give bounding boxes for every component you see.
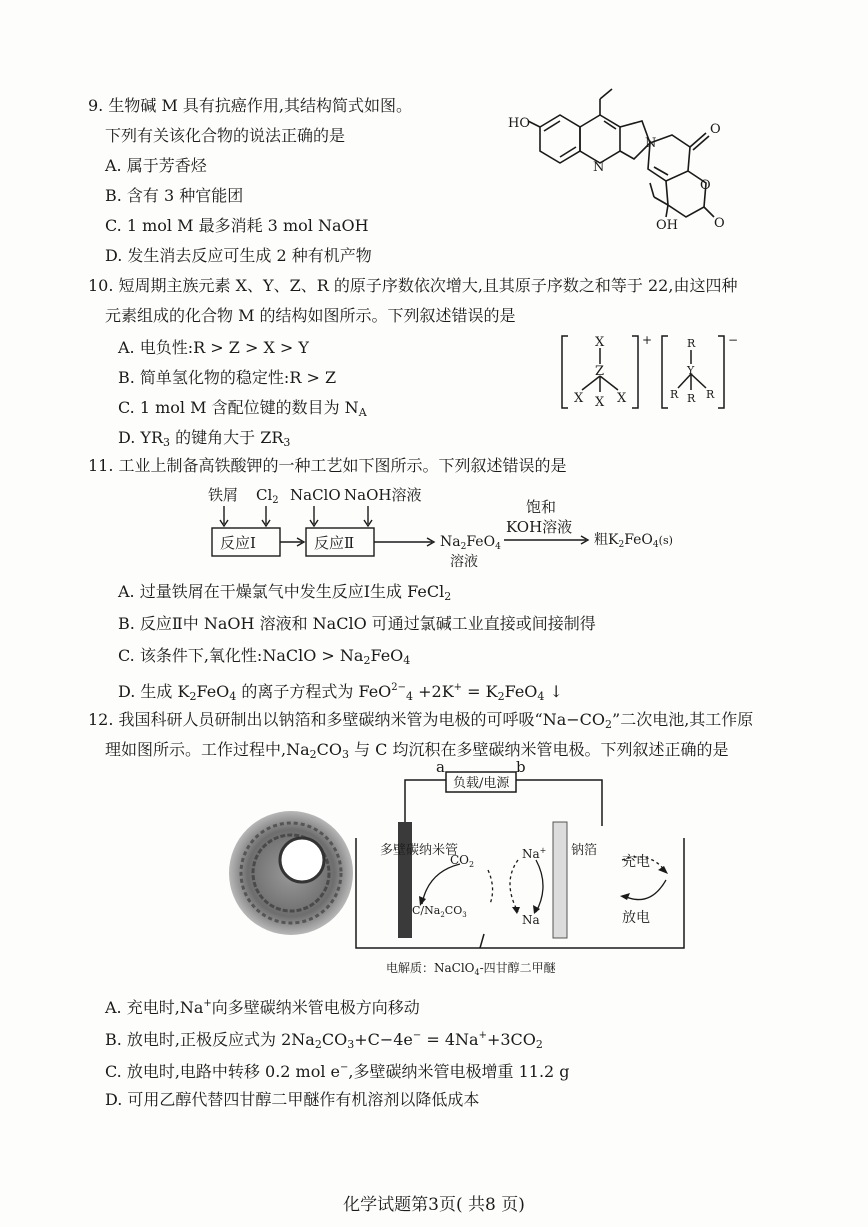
q12-electrolyte-label: 电解质：NaClO$_4$-四甘醇二甲醚	[386, 961, 556, 977]
q11-input-iron: 铁屑	[208, 486, 239, 504]
q9-prompt: 下列有关该化合物的说法正确的是	[105, 126, 346, 145]
q10-x-top: X	[595, 335, 605, 350]
q12-battery-diagram	[350, 758, 690, 982]
q9-option-a: A. 属于芳香烃	[105, 156, 207, 175]
q11-reaction-1: 反应Ⅰ	[220, 534, 256, 552]
q10-x-left: X	[574, 391, 584, 406]
q12-terminal-a: a	[436, 758, 445, 776]
q11-input-naclo: NaClO	[290, 486, 341, 504]
q9-label-o1: O	[710, 122, 721, 137]
q11-option-d: D. 生成 $K_2FeO_4$ 的离子方程式为 $FeO^{2-}_4 +2K^+ = K_2FeO_4$ ↓	[118, 682, 563, 703]
q9-label-n2: N	[645, 136, 657, 151]
q12-stem-line1: 12. 我国科研人员研制出以钠箔和多壁碳纳米管为电极的可呼吸“$Na-CO_2$”二次电池,其工作原	[88, 710, 754, 731]
q10-minus-charge: −	[728, 333, 739, 347]
q10-z-center: Z	[595, 364, 605, 379]
q11-input-naoh: NaOH溶液	[344, 486, 422, 504]
q10-r-right: R	[706, 388, 715, 401]
q9-molecule-structure	[500, 85, 740, 235]
q11-option-a: A. 过量铁屑在干燥氯气中发生反应Ⅰ生成 FeCl$_2$	[118, 582, 452, 603]
q10-y-center: Y	[687, 364, 695, 377]
q10-option-d: D. $YR_3$ 的键角大于 $ZR_3$	[118, 428, 291, 449]
q10-plus-charge: +	[642, 333, 653, 347]
q12-load-source: 负载/电源	[453, 776, 510, 791]
page-footer: 化学试题第3页( 共8 页)	[343, 1195, 525, 1215]
q12-na-label: Na	[522, 913, 540, 927]
q10-stem-line1: 10. 短周期主族元素 X、Y、Z、R 的原子序数依次增大,且其原子序数之和等于 22,由这四种	[88, 276, 738, 295]
q10-x-mid: X	[595, 395, 605, 410]
q12-option-c: C. 放电时,电路中转移 0.2 mol e−,多壁碳纳米管电极增重 11.2 g	[105, 1062, 570, 1081]
q10-r-left: R	[670, 388, 679, 401]
q12-discharge-label: 放电	[622, 910, 650, 926]
q10-r-mid: R	[687, 392, 696, 405]
q11-condition-top: 饱和	[526, 498, 557, 516]
q12-left-electrode-label: 多壁碳纳米管	[380, 843, 459, 858]
q12-sodium-electrode	[553, 822, 567, 938]
q11-reaction-2: 反应Ⅱ	[314, 534, 355, 552]
q12-cnt-electrode	[398, 822, 412, 938]
q10-r-top: R	[687, 337, 696, 350]
q12-option-a: A. 充电时,Na+向多壁碳纳米管电极方向移动	[105, 998, 420, 1017]
q12-charge-label: 充电	[622, 854, 650, 870]
q9-option-d: D. 发生消去反应可生成 2 种有机产物	[105, 246, 372, 265]
q9-label-n1: N	[593, 160, 605, 175]
q11-product-na2feo4: $Na_2FeO_4$	[440, 534, 501, 552]
q10-ion-structure	[560, 332, 750, 412]
q12-cnt-micrograph	[226, 808, 356, 938]
q10-option-a: A. 电负性:R > Z > X > Y	[118, 338, 309, 357]
q9-label-oh: OH	[656, 218, 678, 233]
q11-final-product: 粗$K_2FeO_4^{(s)}$	[594, 532, 673, 550]
q9-option-b: B. 含有 3 种官能团	[105, 186, 244, 205]
q12-na-ion-label: Na+	[522, 846, 547, 861]
q12-co2-label: $CO_2$	[450, 853, 475, 869]
q11-option-b: B. 反应Ⅱ中 NaOH 溶液和 NaClO 可通过氯碱工业直接或间接制得	[118, 614, 596, 633]
q11-stem: 11. 工业上制备高铁酸钾的一种工艺如下图所示。下列叙述错误的是	[88, 456, 567, 475]
q9-label-ho: HO	[508, 116, 530, 131]
q12-option-b: B. 放电时,正极反应式为 $2Na_2CO_3+C-4e^- = 4Na^++3CO_2$	[105, 1030, 543, 1051]
q12-option-d: D. 可用乙醇代替四甘醇二甲醚作有机溶剂以降低成本	[105, 1090, 480, 1109]
q12-right-electrode-label: 钠箔	[571, 843, 598, 858]
q11-product-state: 溶液	[450, 554, 478, 570]
q10-x-right: X	[617, 391, 627, 406]
q12-terminal-b: b	[516, 758, 526, 776]
q11-condition-bottom: KOH溶液	[506, 518, 573, 536]
q11-option-c: C. 该条件下,氧化性:NaClO > $Na_2FeO_4$	[118, 646, 411, 667]
q9-label-o2: O	[700, 178, 711, 193]
q10-option-b: B. 简单氢化物的稳定性:R > Z	[118, 368, 337, 387]
q10-stem-line2: 元素组成的化合物 M 的结构如图所示。下列叙述错误的是	[105, 306, 516, 325]
q10-option-c: C. 1 mol M 含配位键的数目为 $N_A$	[118, 398, 367, 419]
q12-deposit-label: $C/Na_2CO_3$	[412, 904, 467, 919]
q12-stem-line2: 理如图所示。工作过程中$,Na_2CO_3$ 与 C 均沉积在多壁碳纳米管电极。下列叙述正确的是	[105, 740, 729, 761]
q9-option-c: C. 1 mol M 最多消耗 3 mol NaOH	[105, 216, 369, 235]
q11-process-flow	[200, 482, 700, 572]
q11-input-cl2: $Cl_2$	[256, 486, 279, 506]
q9-stem: 9. 生物碱 M 具有抗癌作用,其结构简式如图。	[88, 96, 412, 115]
q9-label-o3: O	[714, 216, 725, 231]
